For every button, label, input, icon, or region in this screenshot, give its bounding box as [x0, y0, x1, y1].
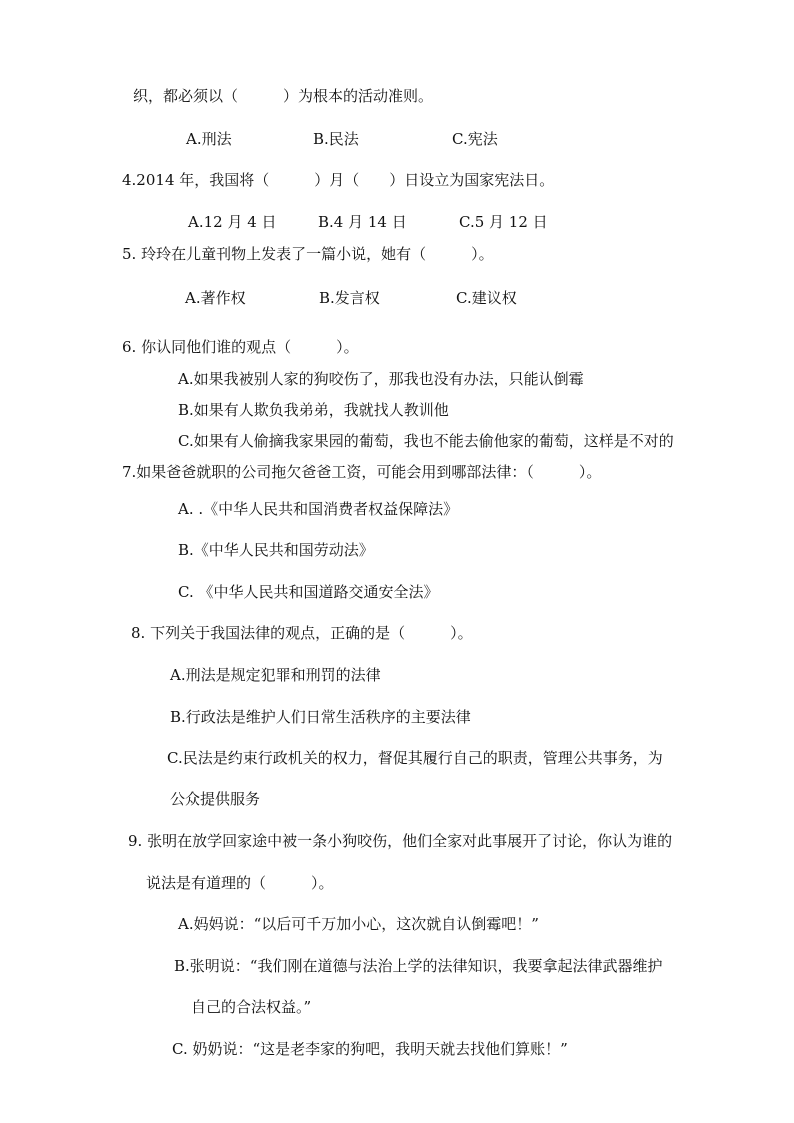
question-8-stem: 8. 下列关于我国法律的观点，正确的是（ ）。 — [131, 624, 473, 642]
question-4-option-c: C.5 月 12 日 — [459, 213, 548, 231]
question-9-option-b-line-2: 自己的合法权益。” — [191, 998, 312, 1016]
question-8-option-c-line-2: 公众提供服务 — [170, 790, 261, 808]
question-4-option-a: A.12 月 4 日 — [188, 213, 277, 231]
question-5-option-c: C.建议权 — [456, 289, 517, 307]
question-5-stem: 5. 玲玲在儿童刊物上发表了一篇小说，她有（ ）。 — [122, 245, 494, 263]
question-4-stem: 4.2014 年，我国将（ ）月（ ）日设立为国家宪法日。 — [122, 171, 555, 189]
question-5-option-b: B.发言权 — [319, 289, 380, 307]
question-3-option-c: C.宪法 — [452, 130, 498, 148]
question-8-option-a: A.刑法是规定犯罪和刑罚的法律 — [170, 666, 381, 684]
question-7-stem: 7.如果爸爸就职的公司拖欠爸爸工资，可能会用到哪部法律：（ ）。 — [122, 463, 602, 481]
question-7-option-c: C. 《中华人民共和国道路交通安全法》 — [178, 583, 439, 601]
question-3-option-b: B.民法 — [313, 130, 359, 148]
question-3-option-a: A.刑法 — [186, 130, 232, 148]
question-9-stem-line-2: 说法是有道理的（ ）。 — [146, 874, 334, 892]
question-5-option-a: A.著作权 — [185, 289, 246, 307]
question-6-option-b: B.如果有人欺负我弟弟，我就找人教训他 — [178, 401, 449, 419]
question-6-option-a: A.如果我被别人家的狗咬伤了，那我也没有办法，只能认倒霉 — [178, 370, 584, 388]
question-9-option-b-line-1: B.张明说：“我们刚在道德与法治上学的法律知识，我要拿起法律武器维护 — [174, 957, 663, 975]
question-3-continuation: 织，都必须以（ ）为根本的活动准则。 — [133, 87, 434, 105]
question-9-option-a: A.妈妈说：“以后可千万加小心，这次就自认倒霉吧！” — [178, 915, 539, 933]
question-8-option-c-line-1: C.民法是约束行政机关的权力，督促其履行自己的职责，管理公共事务，为 — [167, 749, 663, 767]
question-9-option-c: C. 奶奶说：“这是老李家的狗吧，我明天就去找他们算账！” — [172, 1040, 568, 1058]
question-4-option-b: B.4 月 14 日 — [318, 213, 407, 231]
question-7-option-a: A. .《中华人民共和国消费者权益保障法》 — [178, 500, 459, 518]
question-8-option-b: B.行政法是维护人们日常生活秩序的主要法律 — [170, 708, 471, 726]
question-6-option-c: C.如果有人偷摘我家果园的葡萄，我也不能去偷他家的葡萄，这样是不对的 — [178, 432, 674, 450]
question-6-stem: 6. 你认同他们谁的观点（ ）。 — [122, 338, 359, 356]
question-9-stem-line-1: 9. 张明在放学回家途中被一条小狗咬伤，他们全家对此事展开了讨论，你认为谁的 — [128, 832, 673, 850]
question-7-option-b: B.《中华人民共和国劳动法》 — [178, 541, 374, 559]
